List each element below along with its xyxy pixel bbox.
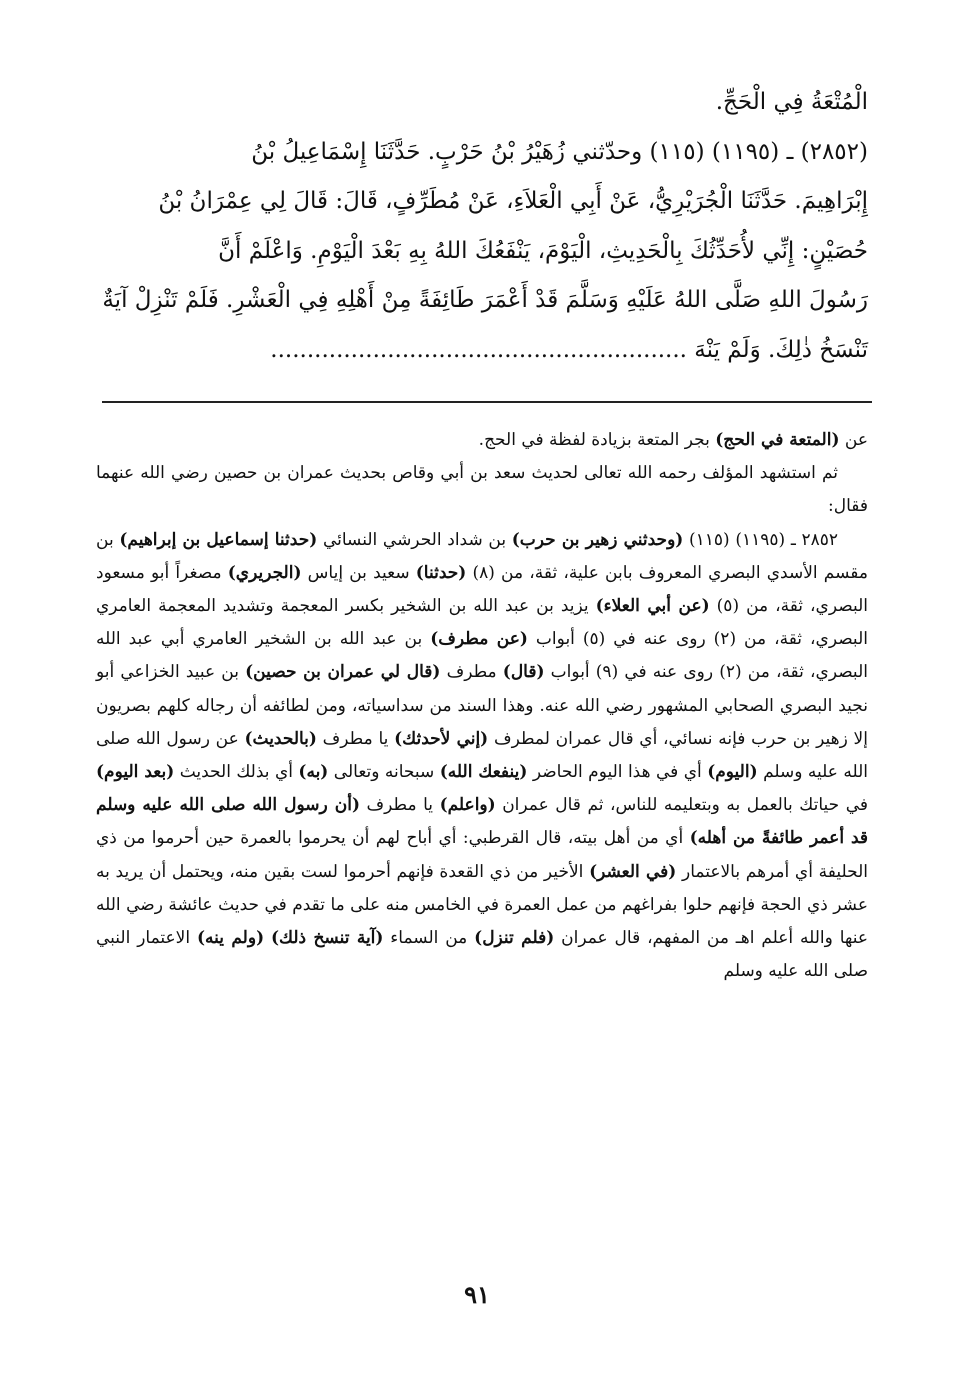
- commentary-paragraph: [96, 457, 868, 523]
- text-run: سعيد بن إياس: [301, 562, 416, 583]
- section-divider: [102, 401, 872, 403]
- text-run: مصغراً أبو مسعود البصري، ثقة، من (٥): [96, 562, 868, 617]
- bold-term: (به): [298, 762, 329, 783]
- text-run: بن عبيد الخزاعي أبو نجيد البصري الصحابي المشهور رضي الله عنه. وهذا السند من سداسياته، ومن لطائفه أن رجاله كلهم بصريون إلا زهير بن حرب فإنه نسائي، أي قال عمران لمطرف: [96, 662, 868, 749]
- text-run: أي من أهل بيته، قال القرطبي: أي أباح لهم أن يحرموا بالعمرة حين أحرموا من ذي الحليفة أي أمرهم بالاعتمار: [96, 828, 868, 882]
- hadith-line: تَنْسَخُ ذٰلِكَ. وَلَمْ يَنْهَ .........................................................: [270, 336, 868, 363]
- bold-term: (فلم تنزل): [474, 928, 555, 949]
- bold-term: (واعلم): [439, 795, 496, 816]
- bold-term: (عن مطرف): [430, 629, 528, 650]
- commentary-paragraph: [96, 424, 868, 457]
- text-run: يزيد بن عبد الله بن الشخير بكسر المعجمة وتشديد المعجمة العامري البصري، ثقة، من (٢) روى عنه في (٥) أبواب: [96, 596, 868, 650]
- hadith-line: (٢٨٥٢) ـ (١١٩٥) (١١٥) وحدّثني زُهَيْرُ بْنُ حَرْبٍ. حَدَّثَنَا إِسْمَاعِيلُ بْنُ: [251, 138, 868, 165]
- bold-term: (حدثنا): [415, 562, 467, 583]
- bold-term: (قال لي عمران بن حصين): [245, 662, 441, 683]
- hadith-text-block: [96, 78, 868, 375]
- text-run: من السماء: [383, 928, 475, 949]
- text-run: الاعتمار النبي صلى الله عليه وسلم: [96, 928, 868, 982]
- bold-term: (بعد اليوم): [96, 762, 175, 783]
- text-run: سبحانه وتعالى: [328, 762, 440, 783]
- bold-term: (في العشر): [589, 861, 677, 882]
- text-run: عن رسول الله صلى الله عليه وسلم: [96, 728, 869, 783]
- text-run: بن مقسم الأسدي البصري المعروف بابن علية، ثقة، من (٨): [96, 529, 868, 583]
- bold-term: (المتعة في الحج): [715, 430, 840, 450]
- bold-term: (أن رسول الله صلى الله عليه وسلم قد أعمر طائفةً من أهله): [96, 795, 868, 849]
- bold-term: (اليوم): [707, 762, 758, 783]
- bold-term: (آية تنسخ ذلك): [270, 928, 384, 949]
- bold-term: (ينفعك الله): [439, 762, 528, 783]
- text-run: مطرف: [440, 662, 503, 683]
- text-run: ثم استشهد المؤلف رحمه الله تعالى لحديث سعد بن أبي وقاص بحديث عمران بن حصين رضي الله عنهما فقال:: [96, 463, 868, 517]
- page-number: ٩١: [464, 1280, 490, 1309]
- bold-term: (ولم ينه): [196, 928, 265, 949]
- bold-term: (عن أبي العلاء): [595, 596, 710, 617]
- bold-term: (الجريري): [227, 562, 302, 583]
- text-run: بن عبد الله بن الشخير العامري أبي عبد الله البصري، ثقة، من (٢) روى عنه في (٩) أبواب: [96, 629, 868, 683]
- hadith-line: الْمُتْعَةُ فِي الْحَجِّ.: [715, 89, 868, 115]
- bold-term: (قال): [502, 662, 545, 683]
- bold-term: (وحدثني زهير بن حرب): [511, 529, 684, 550]
- text-run: أي بذلك الحديث: [174, 762, 299, 783]
- text-run: أي في هذا اليوم الحاضر: [527, 762, 708, 783]
- bold-term: (بالحديث): [244, 728, 317, 749]
- bold-term: (إني لأحدثك): [394, 728, 489, 749]
- text-run: بجر المتعة بزيادة لفظة في الحج.: [478, 430, 716, 450]
- text-run: يا مطرف: [316, 728, 395, 749]
- text-run: ٢٨٥٢ ـ (١١٩٥) (١١٥): [683, 529, 839, 550]
- hadith-line: إِبْرَاهِيمَ. حَدَّثَنَا الْجُرَيْرِيُّ، عَنْ أَبِي الْعَلاَءِ، عَنْ مُطَرِّفٍ، قَالَ: قَالَ لِي عِمْرَانُ بْنُ: [158, 188, 868, 214]
- bold-term: (حدثنا إسماعيل بن إبراهيم): [119, 529, 318, 550]
- hadith-line: رَسُولَ اللهِ صَلَّى اللهُ عَلَيْهِ وَسَلَّمَ قَدْ أَعْمَرَ طَائِفَةً مِنْ أَهْلِهِ فِي الْعَشْرِ. فَلَمْ تَنْزِلْ آيَةٌ: [102, 287, 868, 313]
- text-run: [264, 928, 271, 948]
- text-run: عن: [839, 430, 868, 450]
- text-run: الأخير من ذي القعدة فإنهم أحرموا لست بقين منه، ويحتمل أن يريد به عشر ذي الحجة فإنهم حلوا بفراغهم من عمل العمرة في الخامس منه على ما تقدم في حديث عائشة رضي الله عنها والله أعلم اهـ من المفهم، قال عمران: [96, 861, 868, 949]
- text-run: يا مطرف: [360, 795, 440, 816]
- hadith-line: حُصَيْنٍ: إِنِّي لأُحَدِّثُكَ بِالْحَدِيثِ، الْيَوْمَ، يَنْفَعُكَ اللهُ بِهِ بَعْدَ الْيَوْمِ. وَاعْلَمْ أَنَّ: [218, 237, 868, 264]
- text-run: بن شداد الحرشي النسائي: [317, 529, 512, 550]
- commentary-block: [96, 424, 868, 988]
- commentary-paragraph: [96, 524, 868, 989]
- text-run: في حياتك بالعمل به وبتعليمه للناس، ثم قال عمران: [495, 795, 868, 816]
